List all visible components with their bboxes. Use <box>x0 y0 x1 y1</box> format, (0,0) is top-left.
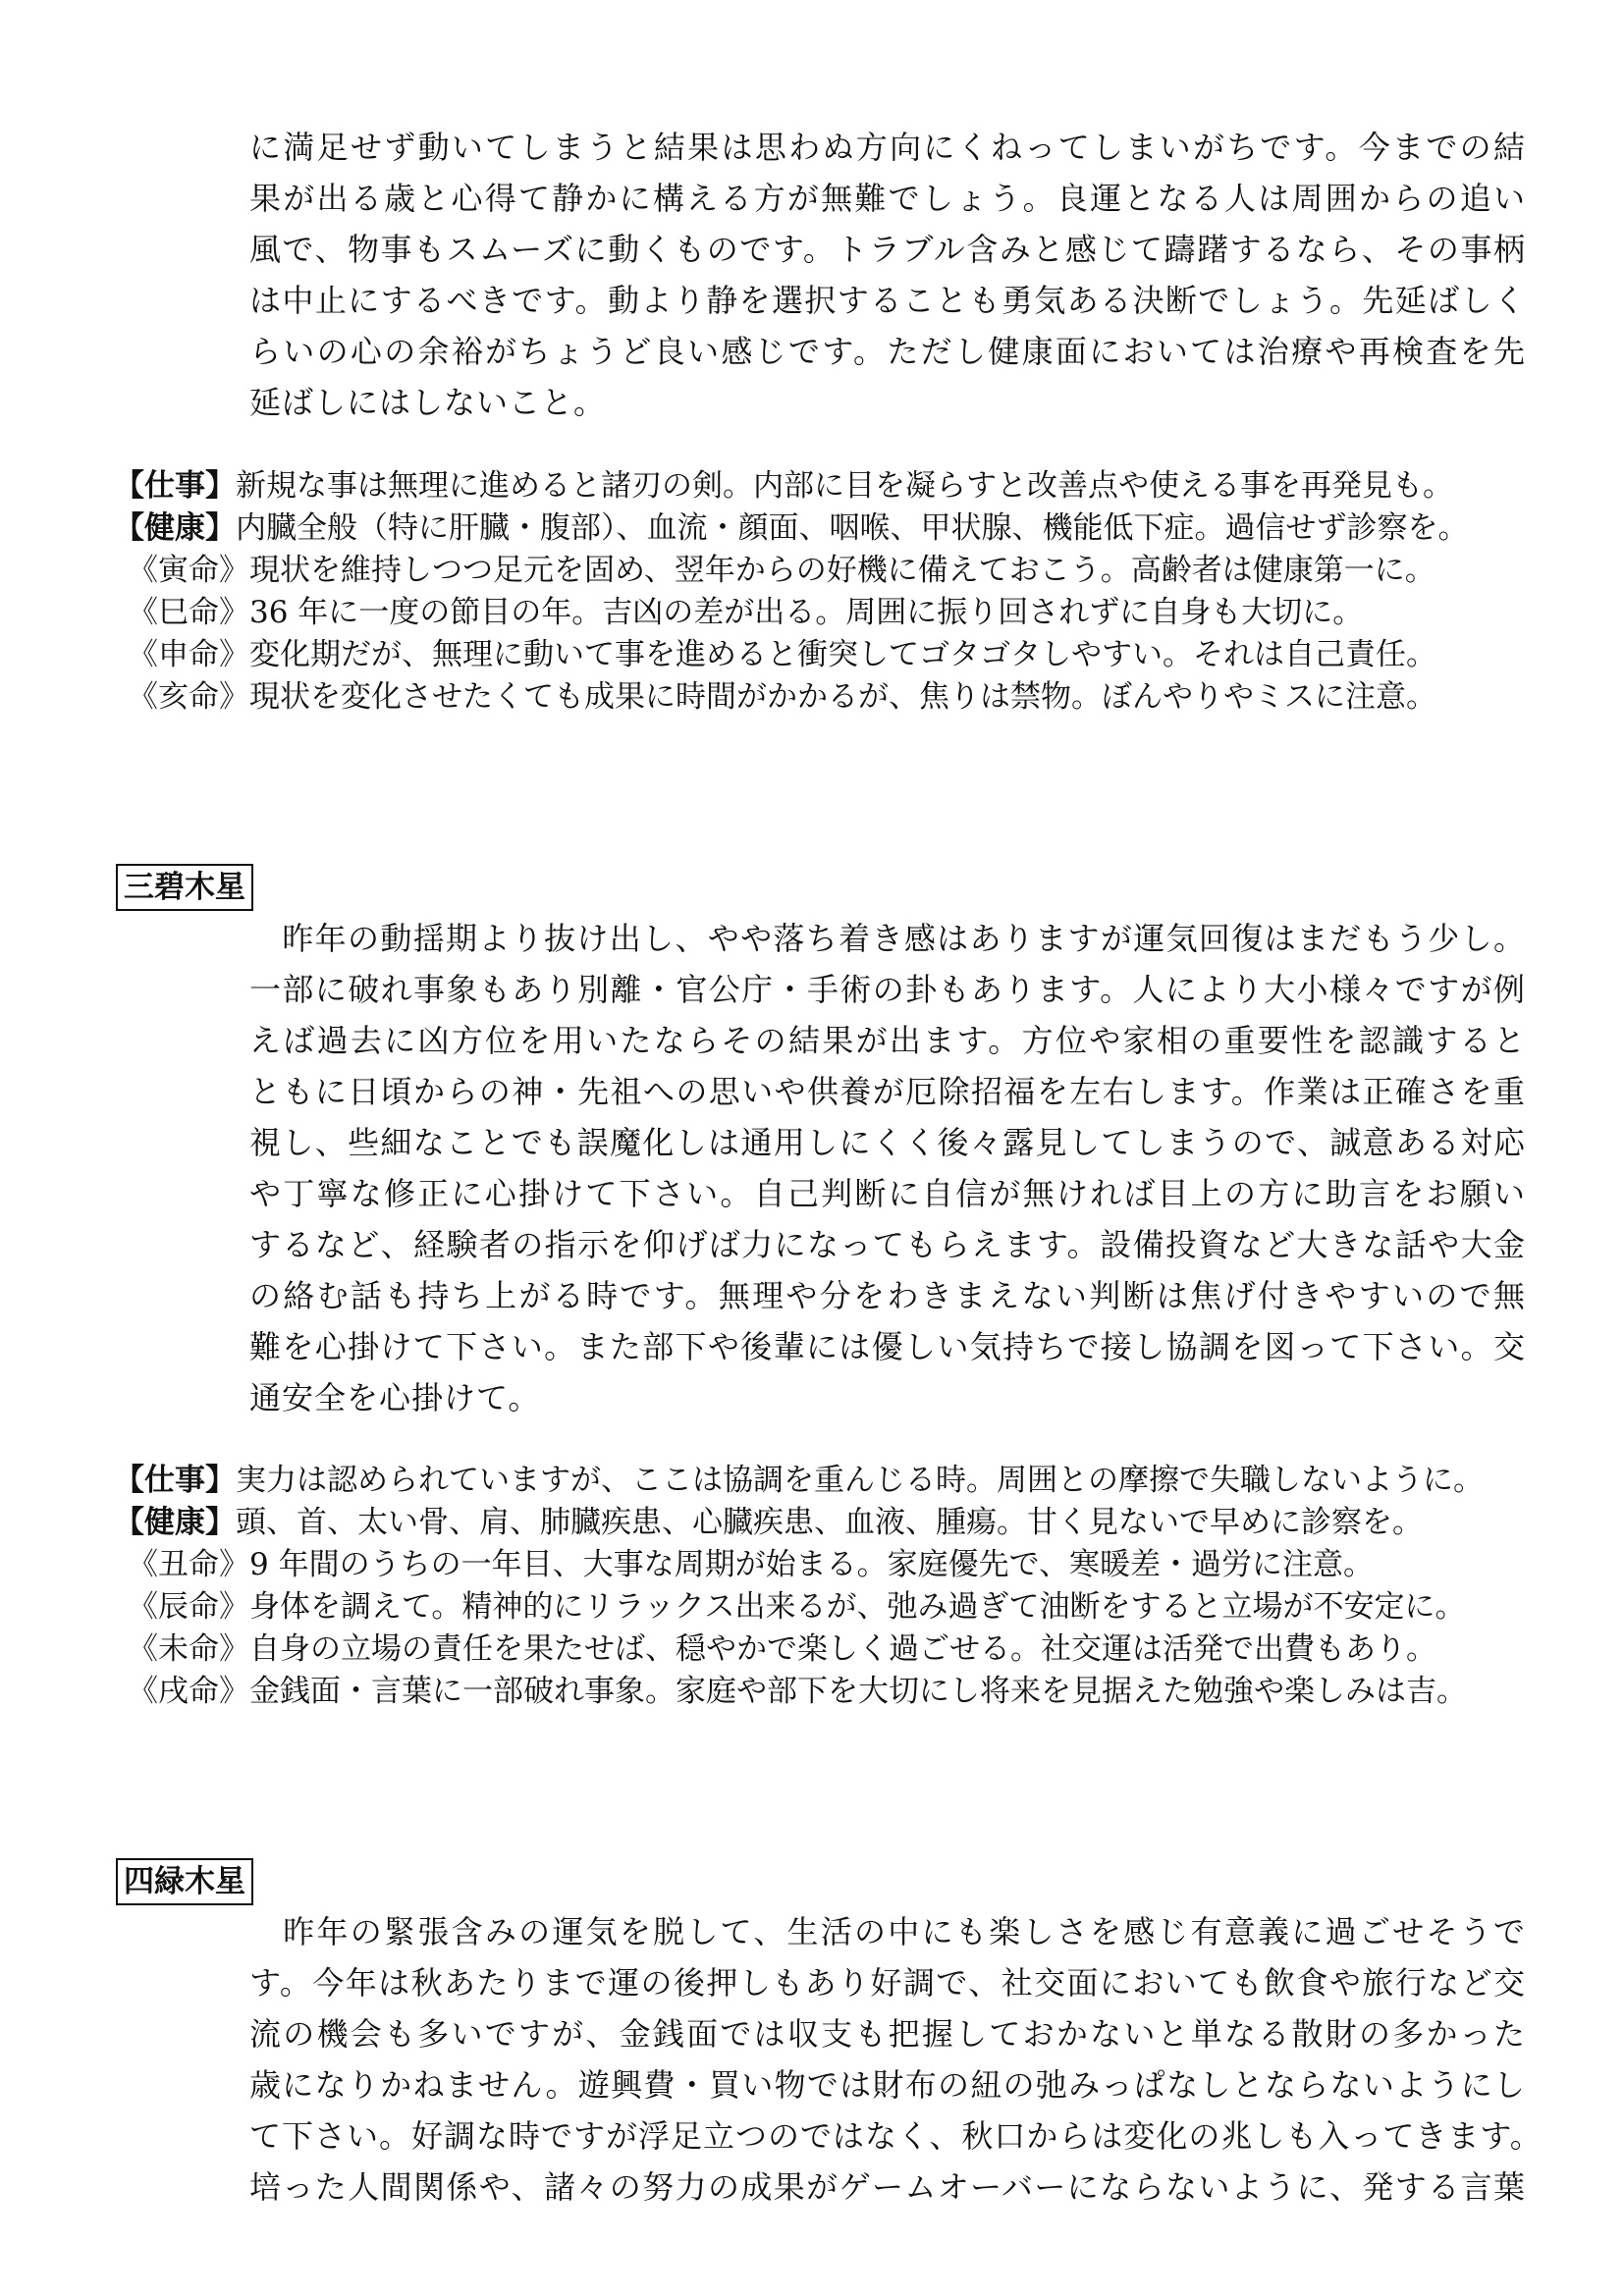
sanpeki-line: えば過去に凶方位を用いたならその結果が出ます。方位や家相の重要性を認識すると <box>249 1022 1526 1059</box>
shiroku-line: 昨年の緊張含みの運気を脱して、生活の中にも楽しさを感じ有意義に過ごせそうで <box>249 1913 1526 1950</box>
sanpeki-line: 難を心掛けて下さい。また部下や後輩には優しい気持ちで接し協調を図って下さい。交 <box>249 1328 1526 1365</box>
shiroku-paragraph <box>249 1906 1543 2213</box>
intro-paragraph <box>249 122 1526 428</box>
shiroku-line: す。今年は秋あたりまで運の後押しもあり好調で、社交面においても飲食や旅行など交 <box>249 1964 1526 2002</box>
work-item <box>114 1460 1528 1502</box>
sanpeki-paragraph <box>249 913 1526 1423</box>
sanpeki-line: 視し、些細なことでも誤魔化しは通用しにくく後々露見してしまうので、誠意ある対応 <box>249 1124 1526 1161</box>
section-heading-sanpeki: 三碧木星 <box>116 864 253 911</box>
sanpeki-line: 一部に破れ事象もあり別離・官公庁・手術の卦もあります。人により大小様々ですが例 <box>249 971 1526 1008</box>
intro-line: 風で、物事もスムーズに動くものです。トラブル含みと感じて躊躇するなら、その事柄 <box>249 231 1526 268</box>
fate-item: 《辰命》身体を調えて。精神的にリラックス出来るが、弛み過ぎて油断をすると立場が不安定に。 <box>128 1589 1466 1625</box>
shiroku-line: て下さい。好調な時ですが浮足立つのではなく、秋口からは変化の兆しも入ってきます。 <box>249 2117 1543 2155</box>
work-label: 【仕事】 <box>114 1463 236 1498</box>
health-text: 内臓全般（特に肝臓・腹部）、血流・顔面、咽喉、甲状腺、機能低下症。過信せず診察を。 <box>236 510 1469 546</box>
sanpeki-line: 昨年の動揺期より抜け出し、やや落ち着き感はありますが運気回復はまだもう少し。 <box>249 920 1526 957</box>
work-label: 【仕事】 <box>114 468 236 504</box>
intro-line: に満足せず動いてしまうと結果は思わぬ方向にくねってしまいがちです。今までの結 <box>249 129 1526 166</box>
intro-summary-list <box>114 465 1528 719</box>
fate-item: 《未命》自身の立場の責任を果たせば、穏やかで楽しく過ごせる。社交運は活発で出費もあり。 <box>128 1631 1436 1667</box>
sanpeki-line: の絡む話も持ち上がる時です。無理や分をわきまえない判断は焦げ付きやすいので無 <box>249 1277 1526 1314</box>
sanpeki-summary-list <box>114 1460 1528 1713</box>
health-text: 頭、首、太い骨、肩、肺臓疾患、心臓疾患、血液、腫瘍。甘く見ないで早めに診察を。 <box>236 1505 1423 1540</box>
intro-line: 延ばしにはしないこと。 <box>249 384 607 421</box>
sanpeki-line: 通安全を心掛けて。 <box>249 1379 541 1416</box>
health-item <box>114 507 1528 550</box>
fate-item: 《戌命》金銭面・言葉に一部破れ事象。家庭や部下を大切にし将来を見据えた勉強や楽しみは吉。 <box>128 1674 1467 1709</box>
fate-item: 《申命》変化期だが、無理に動いて事を進めると衝突してゴタゴタしやすい。それは自己責任。 <box>128 637 1436 672</box>
section-heading-shiroku: 四緑木星 <box>116 1858 253 1905</box>
work-text: 実力は認められていますが、ここは協調を重んじる時。周囲との摩擦で失職しないように。 <box>236 1463 1484 1498</box>
intro-line: らいの心の余裕がちょうど良い感じです。ただし健康面においては治療や再検査を先 <box>249 333 1526 370</box>
sanpeki-line: や丁寧な修正に心掛けて下さい。自己判断に自信が無ければ目上の方に助言をお願い <box>249 1175 1526 1212</box>
fate-item: 《丑命》9 年間のうちの一年目、大事な周期が始まる。家庭優先で、寒暖差・過労に注意。 <box>128 1547 1374 1582</box>
health-label: 【健康】 <box>114 510 236 546</box>
work-item <box>114 465 1528 507</box>
fate-item: 《亥命》現状を変化させたくても成果に時間がかかるが、焦りは禁物。ぼんやりやミスに注意。 <box>128 679 1436 715</box>
sanpeki-line: するなど、経験者の指示を仰げば力になってもらえます。設備投資など大きな話や大金 <box>249 1226 1526 1263</box>
intro-line: は中止にするべきです。動より静を選択することも勇気ある決断でしょう。先延ばしく <box>249 282 1526 319</box>
shiroku-line: 流の機会も多いですが、金銭面では収支も把握しておかないと単なる散財の多かった <box>249 2015 1526 2053</box>
fate-item: 《巳命》36 年に一度の節目の年。吉凶の差が出る。周囲に振り回されずに自身も大切に。 <box>128 595 1364 630</box>
health-label: 【健康】 <box>114 1505 236 1540</box>
shiroku-line: 培った人間関係や、諸々の努力の成果がゲームオーバーにならないように、発する言葉 <box>249 2168 1526 2206</box>
work-text: 新規な事は無理に進めると諸刃の剣。内部に目を凝らすと改善点や使える事を再発見も。 <box>236 468 1453 504</box>
fate-item: 《寅命》現状を維持しつつ足元を固め、翌年からの好機に備えておこう。高齢者は健康第一に。 <box>128 553 1435 588</box>
intro-line: 果が出る歳と心得て静かに構える方が無難でしょう。良運となる人は周囲からの追い <box>249 180 1526 217</box>
health-item <box>114 1502 1528 1544</box>
sanpeki-line: ともに日頃からの神・先祖への思いや供養が厄除招福を左右します。作業は正確さを重 <box>249 1073 1526 1110</box>
shiroku-line: 歳になりかねません。遊興費・買い物では財布の紐の弛みっぱなしとならないようにし <box>249 2066 1526 2104</box>
